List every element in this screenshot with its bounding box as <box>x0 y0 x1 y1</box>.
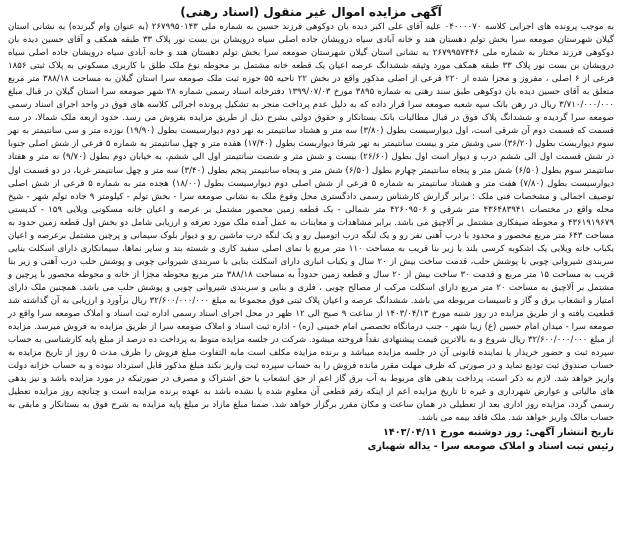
notice-body-text: به موجب پرونده های اجرایی کلاسه ۰۴۰۰۰۰۷۰ علیه آقای علی اکبر دیده بان دوکوهی فرزند حسین به شماره ملی ۲۶۷۹۹۵۰۱۴۳ (به عنوان وام گیرنده) به نشانی استان گیلان شهرستان صومعه سرا بخش تولم دهستان هند و خانه آبادی سیاه درویشان جاده اصلی سیاه درویشان بن بست نور پلاک ۳۳ طبقه همکف و آقای حسین دیده بان دوکوهی فرزند مختار به شماره ملی ۲۶۷۹۹۵۷۴۴۶ به نشانی استان گیلان شهرستان صومعه سرا بخش تولم دهستان هند و خانه آبادی سیاه درویشان جاده اصلی سیاه درویشان بن بست نور پلاک ۳۳ طبقه همکف مورد وثیقه ششدانگ عرصه اعیان یک قطعه خانه مشتمل بر محوطه نوع ملک طلق با کاربری مسکونی به پلاک ثبتی ۱۸۵۶ فرعی از ۶ اصلی ، مفروز و مجزا شده از ۲۲۰ فرعی از اصلی مذکور واقع در بخش ۲۲ ناحیه ۵۵ حوزه ثبت ملک صومعه سرا استان گیلان به مساحت ۳۸۸/۱۸ متر مربع متعلق به آقای حسین دیده بان دوکوهی طبق سند رهنی به شماره ۳۸۹۵ مورخ ۱۳۹۹/۰۷/۰۳ دفترخانه اسناد رسمی شماره ۲۸ شهر صومعه سرا استان گیلان در قبال مبلغ ۳/۷۱۰/۰۰۰/۰۰۰ ریال در رهن بانک سپه شعبه صومعه سرا قرار داده که به دلیل عدم پرداخت منجر به تشکیل پرونده اجرائی کلاسه های فوق در واحد اجرای اسناد رسمی صومعه سرا گردیده و ششدانگ پلاک فوق در قبال مطالبات بانک بستانکار و حقوق دولتی بشرح ذیل از طریق مزایده بفروش می رسد. حدود اربعه ملک شمالا، در سه قسمت که قسمت دوم آن شرقی است، اول دیوارسیست بطول (۳/۸۰) سه متر و هشتاد سانتیمتر به نهر دوم دیوارسیست بطول (۱۹/۹۰) نوزده متر و سی سانتیمتر به نهر سوم دیواربست بطول (۳۶/۲۰) سی وشش متر و بیست سانتیمتر به نهر شرقا دیواربست بطول (۱۷/۴۰) هفده متر و چهل سانتیمتر به شماره ۵ فرعی از شش اصلی جنوبا در شش قسمت اول الی ششم درب و دیوار است اول بطول (۲۶/۶۰) بیست و شش متر و شصت سانتیمتر اول الی ششم، به خیابان دوم بطول (۹/۷۰) نه متر و هفتاد سانتیمتر سوم بطول (۶/۵۰) شش متر و پنجاه سانتیمتر چهارم بطول (۶/۵۰) شش متر و پنجاه سانتیمتر پنجم بطول (۳/۴۰) سه متر و چهل سانتیمتر غربا، در دو قسمت اول دیوارسیست بطول (۷/۸۰) هفت متر و هشتاد سانتیمتر به شماره ۵ فرعی از شش اصلی دوم دیوارسیست بطول (۱۸/۰۰) هجده متر به شماره ۵ فرعی از شش اصلی توصیف اجمالی و مشخصات فنی ملک : برابر گزارش کارشناس رسمی دادگستری محل وقوع ملک به نشانی صومعه سرا - بخش تولم - کیلومتر ۹ جاده تولم شهر - شیخ محله واقع در مختصات ۴۳۶۴۸۳۹۴۱ متر شرقی و ۴۲۶۰۹۵۰۶ متر شمالی - یک قطعه زمین محصور مشتمل بر عرصه و اعیان خانه مسکونی ویلایی ۱۵۹ - کدپستی ۴۳۶۱۹۱۹۶۷۹ و محوطه صیفکاری مشتمل بر آلاچیق می باشد. برابر مشاهدات و معاینات به عمل آمده ملک مورد تعرفه و ارزیابی شامل دو بخش اول قطعه زمین حدود به مساحت ۶۴۳ متر مربع محصور و محدود با درب آهنی نفر رو و یک لنگه درب اتومبیل رو و یک لنگه درب ماشین رو و دیوار بلوک سیمانی و پرچین مشتمل برعرصه و اعیان یکباب خانه ویلایی یک اشکوبه کرسی بلند با زیر بنا قریب به مساحت ۱۱۰ متر مربع با نمای اصلی سفید کاری و شسته بند و سایر نماها، سیمانکاری دارای اسکلت بنایی سربندی شیروانی چوبی با پوشش حلب، قدمت ساخت بیش از ۲۰ سال و یکباب انباری دارای اسکلت بنایی با سربندی شیروانی چوبی و پوشش حلب درب آهنی و زیر بنا قریب به مساحت ۱۵ متر مربع و قدمت ۳۰ ساخت بیش از ۲۰ سال و قطعه زمین حدوداً به مساحت ۳۸۸/۱۸ متر مربع محوطه مجزا از خانه و محوطه محصور با پرچین و مشتمل بر آلاچیق به مساحت ۲۰ متر مربع دارای اسکلت مرکب از مصالح چوبی ، فلزی و بنایی و سربندی شیروانی چوبی و پوشش حلب می باشد. همچنین ملک دارای امتیاز و انشعاب برق و گاز و تاسیسات مربوطه می باشد. ششدانگ عرصه و اعیان پلاک ثبتی فوق مجموعا به مبلغ ۳۲/۶۰۰/۰۰۰/۰۰۰ ریال برآورد و ارزیابی به آن گذاشته شد قطعیت یافته و از طریق مزایده در روز شنبه مورخ ۱۴۰۳/۰۴/۱۳ از ساعت ۹ صبح الی ۱۲ ظهر در محل اجرای اسناد رسمی اداره ثبت اسناد و املاک صومعه سرا واقع در صومعه سرا - میدان امام حسین (ع) زیبا شهر - جنب درمانگاه تخصصی امام خمینی (ره) - اداره ثبت اسناد و املاک صومعه سرا از طریق مزایده به فروش میرسد. مزایده از مبلغ ۳۲/۶۰۰/۰۰۰/۰۰۰ ریال شروع و به بالاترین قیمت پیشنهادی نقداً فروخته میشود. شرکت در جلسه مزایده منوط به پرداخت ده درصد از مبلغ پایه کارشناسی به حساب سپرده ثبت و حضور خریدار یا نماینده قانونی آن در جلسه مزایده میباشد و برنده مزایده مکلف است مابه التفاوت مبلغ فروش را ظرف مدت ۵ روز از تاریخ مزایده به حساب صندوق ثبت تودیع نماید و در صورتی که ظرف مهلت مقرر مانده فروش را به حساب سپرده ثبت واریز نکند مبلغ مذکور قابل استرداد نبوده و به حساب خزانه دولت واریز خواهد شد. لازم به ذکر است، پرداخت بدهی های مربوط به آب برق گاز اعم از حق انشعاب یا حق اشتراک و مصرف در صورتیکه در مورد مزایده باشد و نیز بدهی های مالیاتی و عوارض شهرداری و غیره تا تاریخ مزایده اعم از اینکه رقم قطعی آن معلوم شده یا نشده باشد به عهده برنده مزایده است و چنانچه روز مزایده تعطیل رسمی گردد، مزایده روز اداری بعد از تعطیلی در همان ساعت و مکان مقرر برگزار خواهد شد. ضمنا مبلغ مازاد بر مبلغ پایه مزایده به شرح فوق به بستانکار و مابقی به حساب مالک واریز خواهد شد. ملک فاقد بیمه می باشد. <box>8 22 615 424</box>
publish-date: تاریخ انتشار آگهی: روز دوشنبه مورخ ۱۴۰۳/۰۴/۱۱ <box>383 427 614 439</box>
notice-title: آگهی مزایده اموال غیر منقول (اسناد رهنی) <box>180 5 442 19</box>
notice-footer <box>8 426 614 453</box>
signature-line: رئیس ثبت اسناد و املاک صومعه سرا - یداله شهبازی <box>367 440 614 452</box>
